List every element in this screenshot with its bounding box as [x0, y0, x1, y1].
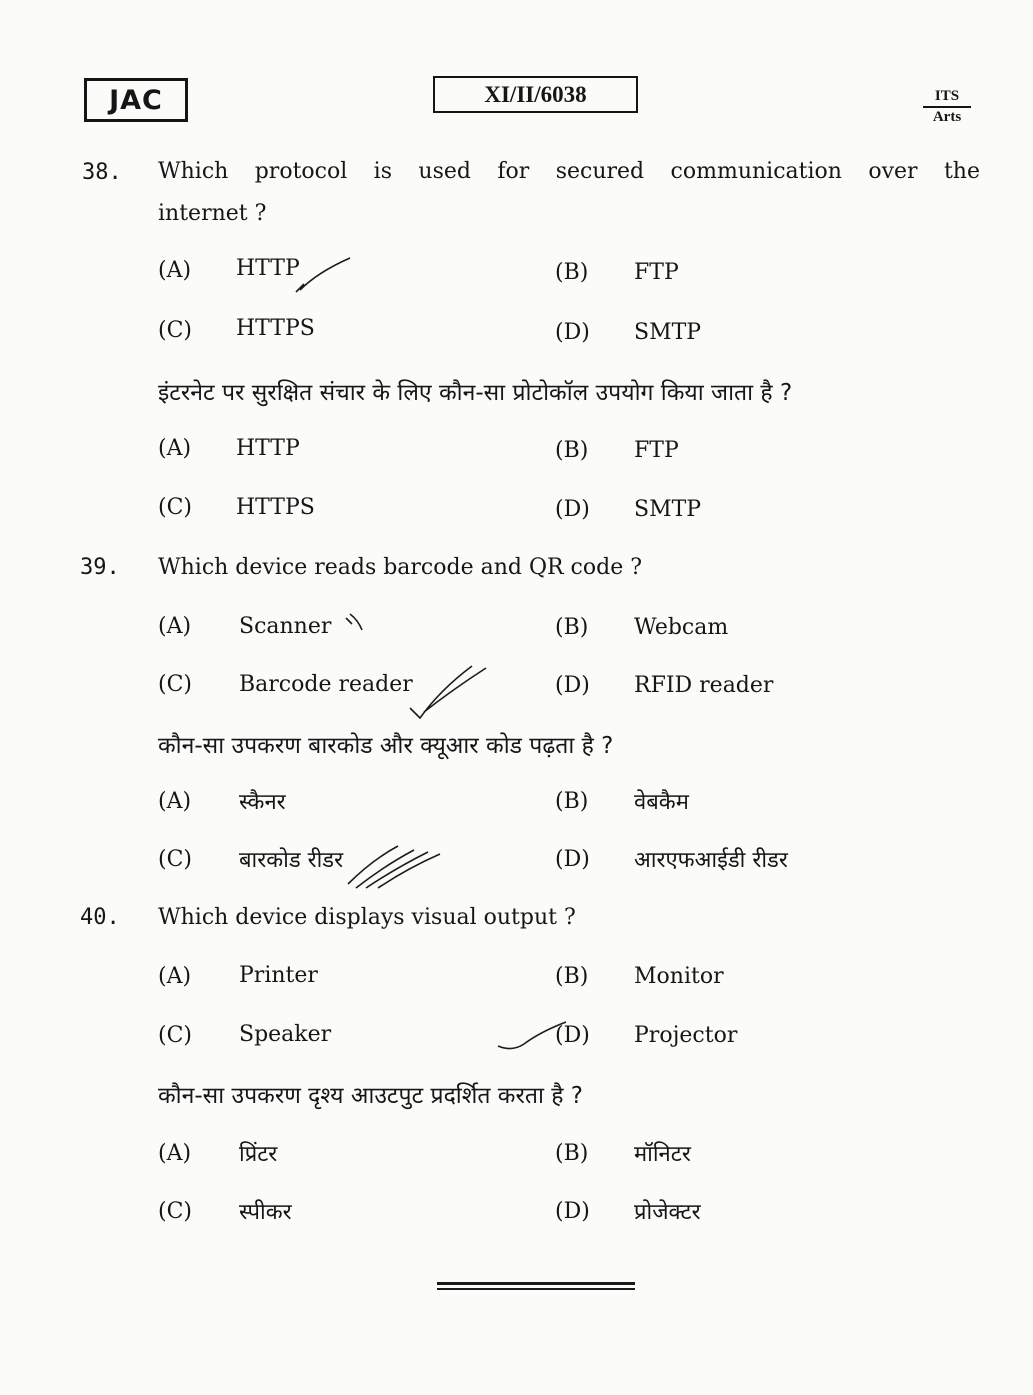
option-letter: (B): [555, 260, 589, 285]
stream-top: ITS: [923, 87, 971, 108]
question-text-cont: internet ?: [158, 201, 267, 226]
end-rule-bottom: [437, 1288, 635, 1290]
option-text: Speaker: [239, 1022, 332, 1047]
option-text: SMTP: [634, 320, 702, 345]
paper-code: XI/II/6038: [433, 76, 638, 113]
option-letter: (C): [158, 1199, 192, 1224]
option-letter: (C): [158, 847, 192, 872]
option-letter: (D): [555, 320, 590, 345]
option-letter: (D): [555, 1023, 590, 1048]
option-text: Printer: [239, 963, 318, 988]
stream-bottom: Arts: [932, 109, 962, 125]
option-text: बारकोड रीडर: [239, 848, 344, 873]
option-text: Monitor: [634, 964, 724, 989]
option-text: Scanner: [239, 614, 332, 639]
option-text: HTTPS: [236, 316, 315, 341]
option-letter: (B): [555, 438, 589, 463]
option-text: HTTP: [236, 256, 300, 281]
option-text: FTP: [634, 260, 679, 285]
question-text-hindi: इंटरनेट पर सुरक्षित संचार के लिए कौन-सा प्रोटोकॉल उपयोग किया जाता है ?: [158, 380, 793, 406]
option-letter: (A): [158, 258, 192, 283]
scribble-q39-hi: [348, 846, 440, 888]
option-letter: (D): [555, 847, 590, 872]
option-text: Projector: [634, 1023, 738, 1048]
option-letter: (D): [555, 497, 590, 522]
question-text: Which device displays visual output ?: [158, 905, 576, 930]
option-letter: (A): [158, 1141, 192, 1166]
option-letter: (C): [158, 318, 192, 343]
question-text-hindi: कौन-सा उपकरण दृश्य आउटपुट प्रदर्शित करता है ?: [158, 1083, 583, 1109]
option-text: Webcam: [634, 615, 729, 640]
option-text: स्पीकर: [239, 1200, 292, 1225]
option-letter: (C): [158, 1023, 192, 1048]
option-letter: (A): [158, 436, 192, 461]
question-number: 38.: [82, 160, 122, 185]
option-text: आरएफआईडी रीडर: [634, 848, 788, 873]
option-text: मॉनिटर: [634, 1142, 691, 1167]
option-letter: (B): [555, 1141, 589, 1166]
option-letter: (A): [158, 614, 192, 639]
option-text: प्रिंटर: [239, 1142, 278, 1167]
tick-mark-q39-en: [410, 666, 486, 718]
option-letter: (B): [555, 964, 589, 989]
option-letter: (C): [158, 495, 192, 520]
option-letter: (D): [555, 673, 590, 698]
option-letter: (D): [555, 1199, 590, 1224]
option-letter: (A): [158, 789, 192, 814]
tick-mark-q38: [296, 258, 350, 292]
option-letter: (A): [158, 964, 192, 989]
end-rule-top: [437, 1282, 635, 1285]
scanner-mark: [346, 614, 362, 630]
question-text: Which device reads barcode and QR code ?: [158, 555, 643, 580]
option-letter: (C): [158, 672, 192, 697]
question-number: 40.: [80, 905, 120, 930]
option-letter: (B): [555, 615, 589, 640]
option-text: प्रोजेक्टर: [634, 1200, 701, 1225]
question-number: 39.: [80, 555, 120, 580]
option-text: स्कैनर: [239, 790, 286, 815]
question-text-hindi: कौन-सा उपकरण बारकोड और क्यूआर कोड पढ़ता है ?: [158, 733, 614, 759]
option-text: SMTP: [634, 497, 702, 522]
option-text: FTP: [634, 438, 679, 463]
option-text: HTTPS: [236, 495, 315, 520]
option-text: वेबकैम: [634, 790, 689, 815]
question-text: Which protocol is used for secured communication over the: [158, 159, 980, 184]
board-label: JAC: [84, 78, 188, 122]
option-text: HTTP: [236, 436, 300, 461]
tick-mark-q40: [498, 1022, 566, 1049]
option-text: RFID reader: [634, 673, 774, 698]
option-text: Barcode reader: [239, 672, 413, 697]
option-letter: (B): [555, 789, 589, 814]
